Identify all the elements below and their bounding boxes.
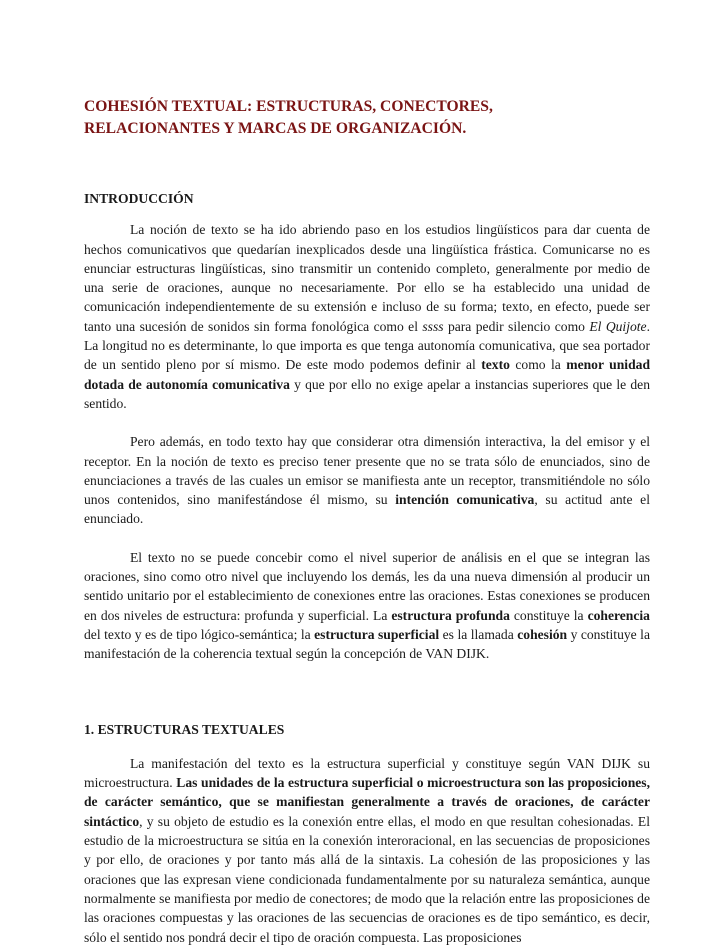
bold-unidades-definition: Las unidades de la estructura superficial o microestructura son las proposiciones, de carácter semántico, que se manifiestan generalmente a través de oraciones, de carácter sintáctico [84,775,650,829]
section-1-paragraph-1: La manifestación del texto es la estructura superficial y constituye según VAN DIJK su microestructura. Las unidades de la estructura superficial o microestructura son las proposiciones, de carácter semántico, que se manifiestan generalmente a través de oraciones, de carácter sintáctico, y su objeto de estudio es la conexión entre ellas, el modo en que resultan cohesionadas. El estudio de la microestructura se sitúa en la conexión interoracional, en las secuencias de proposiciones y por ello, de oraciones y por tanto más allá de la sintaxis. La cohesión de las proposiciones y las oraciones que las expresan viene condicionada fundamentalmente por su naturaleza semántica, aunque normalmente se manifiesta por medio de conectores; de modo que la relación entre las proposiciones de las oraciones compuestas y las oraciones de las secuencias de oraciones es de tipo semántico, es decir, sólo el sentido nos pondrá decir el tipo de oración compuesta. Las proposiciones [84,755,650,945]
document-page [84,96,650,947]
intro-paragraph-3: El texto no se puede concebir como el nivel superior de análisis en el que se integran las oraciones, sino como otro nivel que incluyendo los demás, les da una nueva dimensión al producir un sentido unitario por el establecimiento de conexiones entre las oraciones. Estas conexiones se producen en dos niveles de estructura: profunda y superficial. La estructura profunda constituye la coherencia del texto y es de tipo lógico-semántica; la estructura superficial es la llamada cohesión y constituye la manifestación de la coherencia textual según la concepción de VAN DIJK. [84,549,650,662]
bold-intencion-comunicativa: intención comunicativa [395,492,535,508]
document-title [84,96,650,139]
bold-estructura-profunda: estructura profunda [391,607,510,623]
italic-el-quijote: El Quijote [589,318,647,334]
intro-paragraph-2: Pero además, en todo texto hay que considerar otra dimensión interactiva, la del emisor y el receptor. En la noción de texto es preciso tener presente que no se trata sólo de enunciados, sino de enunciaciones a través de las cuales un emisor se manifiesta ante un receptor, transmitiéndole no sólo unos contenidos, sino manifestándose él mismo, su intención comunicativa, su actitud ante el enunciado. [84,434,650,527]
title-line-2: RELACIONANTES Y MARCAS DE ORGANIZACIÓN. [84,119,467,137]
italic-ssss: ssss [422,318,444,334]
section-1-heading: 1. ESTRUCTURAS TEXTUALES [84,721,285,737]
intro-paragraph-1: La noción de texto se ha ido abriendo paso en los estudios lingüísticos para dar cuenta de hechos comunicativos que quedarían inexplicados desde una lingüística frástica. Comunicarse no es enunciar estructuras lingüísticas, sino transmitir un contenido completo, generalmente por medio de una serie de oraciones, aunque no necesariamente. Por ello se ha establecido una unidad de comunicación independientemente de su extensión e incluso de su forma; texto, en efecto, puede ser tanto una sucesión de sonidos sin forma fonológica como el ssss para pedir silencio como El Quijote. La longitud no es determinante, lo que importa es que tenga autonomía comunicativa, que sea portador de un sentido pleno por sí mismo. De este modo podemos definir al texto como la menor unidad dotada de autonomía comunicativa y que por ello no exige apelar a instancias superiores que le den sentido. [84,222,651,411]
bold-definition: menor unidad dotada de autonomía comunicativa [84,357,651,392]
bold-estructura-superficial: estructura superficial [314,626,440,642]
intro-heading: INTRODUCCIÓN [84,191,194,206]
bold-cohesion: cohesión [517,626,568,642]
bold-coherencia: coherencia [587,607,650,623]
bold-texto: texto [481,357,510,373]
title-line-1: COHESIÓN TEXTUAL: ESTRUCTURAS, CONECTORES, [84,98,493,115]
